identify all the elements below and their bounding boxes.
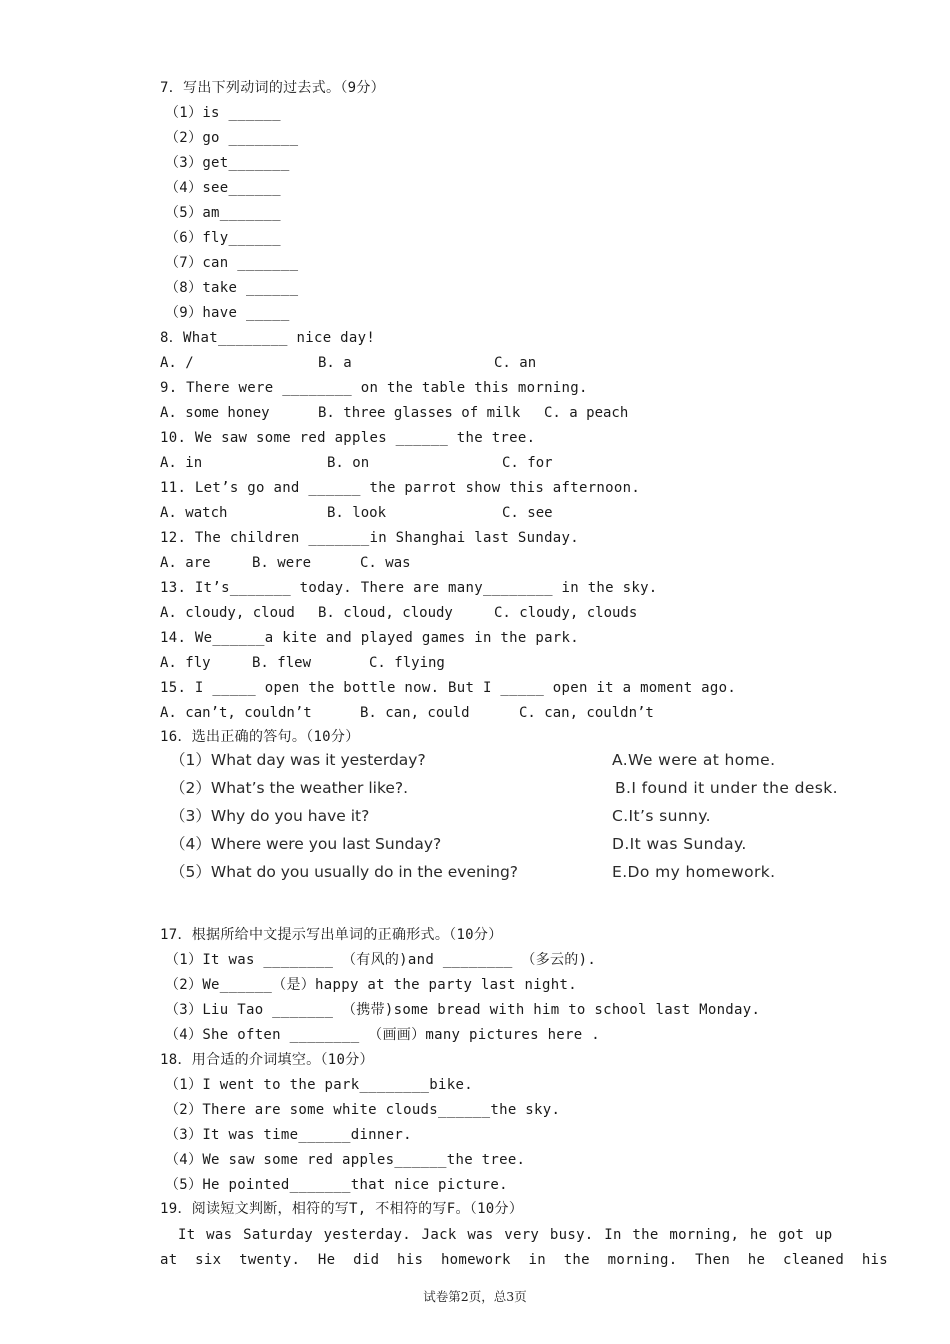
q15-option-a: A. can’t, couldn’t <box>160 705 312 721</box>
q18-item: （5）He pointed_______that nice picture. <box>165 1177 508 1193</box>
q10-option-c: C. for <box>502 455 553 471</box>
q13-option-b: B. cloud, cloudy <box>318 605 453 621</box>
q14-option-b: B. flew <box>252 655 312 671</box>
q17-item: （3）Liu Tao _______ （携带)some bread with him to school last Monday. <box>165 1002 761 1018</box>
q7-item: （6）fly______ <box>165 230 281 246</box>
q11-option-b: B. look <box>327 505 387 521</box>
q14-question: 14. We______a kite and played games in the park. <box>160 630 579 646</box>
q19-passage-line: at six twenty. He did his homework in the morning. Then he cleaned his <box>160 1252 889 1268</box>
q8-option-b: B. a <box>318 355 352 371</box>
q19-title: 19．阅读短文判断，相符的写T, 不相符的写F。（10分） <box>160 1201 524 1217</box>
q8-option-a: A. / <box>160 355 194 371</box>
q16-question: （2）What’s the weather like?. <box>170 779 409 797</box>
q10-question: 10. We saw some red apples ______ the tree. <box>160 430 536 446</box>
q12-option-c: C. was <box>360 555 411 571</box>
q9-option-a: A. some honey <box>160 405 270 421</box>
q9-option-c: C. a peach <box>544 405 629 421</box>
q12-question: 12. The children _______in Shanghai last Sunday. <box>160 530 579 546</box>
q16-answer: E.Do my homework. <box>612 863 776 881</box>
q18-title: 18．用合适的介词填空。（10分） <box>160 1052 374 1068</box>
q10-option-a: A. in <box>160 455 203 471</box>
q9-option-b: B. three glasses of milk <box>318 405 521 421</box>
q7-item: （9）have _____ <box>165 305 290 321</box>
q7-item: （7）can _______ <box>165 255 299 271</box>
q15-option-c: C. can, couldn’t <box>519 705 654 721</box>
q18-item: （2）There are some white clouds______the sky. <box>165 1102 561 1118</box>
q19-passage-line: It was Saturday yesterday. Jack was very busy. In the morning, he got up <box>178 1227 833 1243</box>
q13-option-a: A. cloudy, cloud <box>160 605 295 621</box>
q16-answer: C.It’s sunny. <box>612 807 711 825</box>
q14-option-a: A. fly <box>160 655 211 671</box>
q18-item: （4）We saw some red apples______the tree. <box>165 1152 526 1168</box>
q7-item: （8）take ______ <box>165 280 299 296</box>
q7-item: （5）am_______ <box>165 205 281 221</box>
q17-item: （2）We______（是）happy at the party last night. <box>165 977 577 993</box>
q13-question: 13. It’s_______ today. There are many________ in the sky. <box>160 580 658 596</box>
q12-option-b: B. were <box>252 555 312 571</box>
q16-answer: B.I found it under the desk. <box>615 779 838 797</box>
q10-option-b: B. on <box>327 455 370 471</box>
q16-answer: A.We were at home. <box>612 751 776 769</box>
q7-item: （3）get_______ <box>165 155 290 171</box>
q8-question: 8．What________ nice day! <box>160 330 376 346</box>
q9-question: 9. There were ________ on the table this morning. <box>160 380 588 396</box>
q13-option-c: C. cloudy, clouds <box>494 605 638 621</box>
q16-question: （5）What do you usually do in the evening? <box>170 863 519 881</box>
q11-option-c: C. see <box>502 505 553 521</box>
q15-option-b: B. can, could <box>360 705 470 721</box>
q14-option-c: C. flying <box>369 655 445 671</box>
q17-item: （4）She often ________ （画画）many pictures here . <box>165 1027 600 1043</box>
q16-question: （4）Where were you last Sunday? <box>170 835 442 853</box>
q7-title: 7．写出下列动词的过去式。（9分） <box>160 80 385 96</box>
q18-item: （1）I went to the park________bike. <box>165 1077 473 1093</box>
q18-item: （3）It was time______dinner. <box>165 1127 412 1143</box>
page-footer: 试卷第2页，总3页 <box>423 1289 527 1304</box>
q8-option-c: C. an <box>494 355 537 371</box>
q12-option-a: A. are <box>160 555 211 571</box>
q11-question: 11. Let’s go and ______ the parrot show this afternoon. <box>160 480 641 496</box>
q11-option-a: A. watch <box>160 505 228 521</box>
q17-title: 17．根据所给中文提示写出单词的正确形式。（10分） <box>160 927 503 943</box>
q16-question: （3）Why do you have it? <box>170 807 370 825</box>
q7-item: （2）go ________ <box>165 130 299 146</box>
q16-title: 16．选出正确的答句。（10分） <box>160 729 360 745</box>
q15-question: 15. I _____ open the bottle now. But I _____ open it a moment ago. <box>160 680 737 696</box>
q16-answer: D.It was Sunday. <box>612 835 747 853</box>
q7-item: （1）is ______ <box>165 105 281 121</box>
q16-question: （1）What day was it yesterday? <box>170 751 426 769</box>
q17-item: （1）It was ________ （有风的)and ________ （多云的). <box>165 952 597 968</box>
q7-item: （4）see______ <box>165 180 281 196</box>
